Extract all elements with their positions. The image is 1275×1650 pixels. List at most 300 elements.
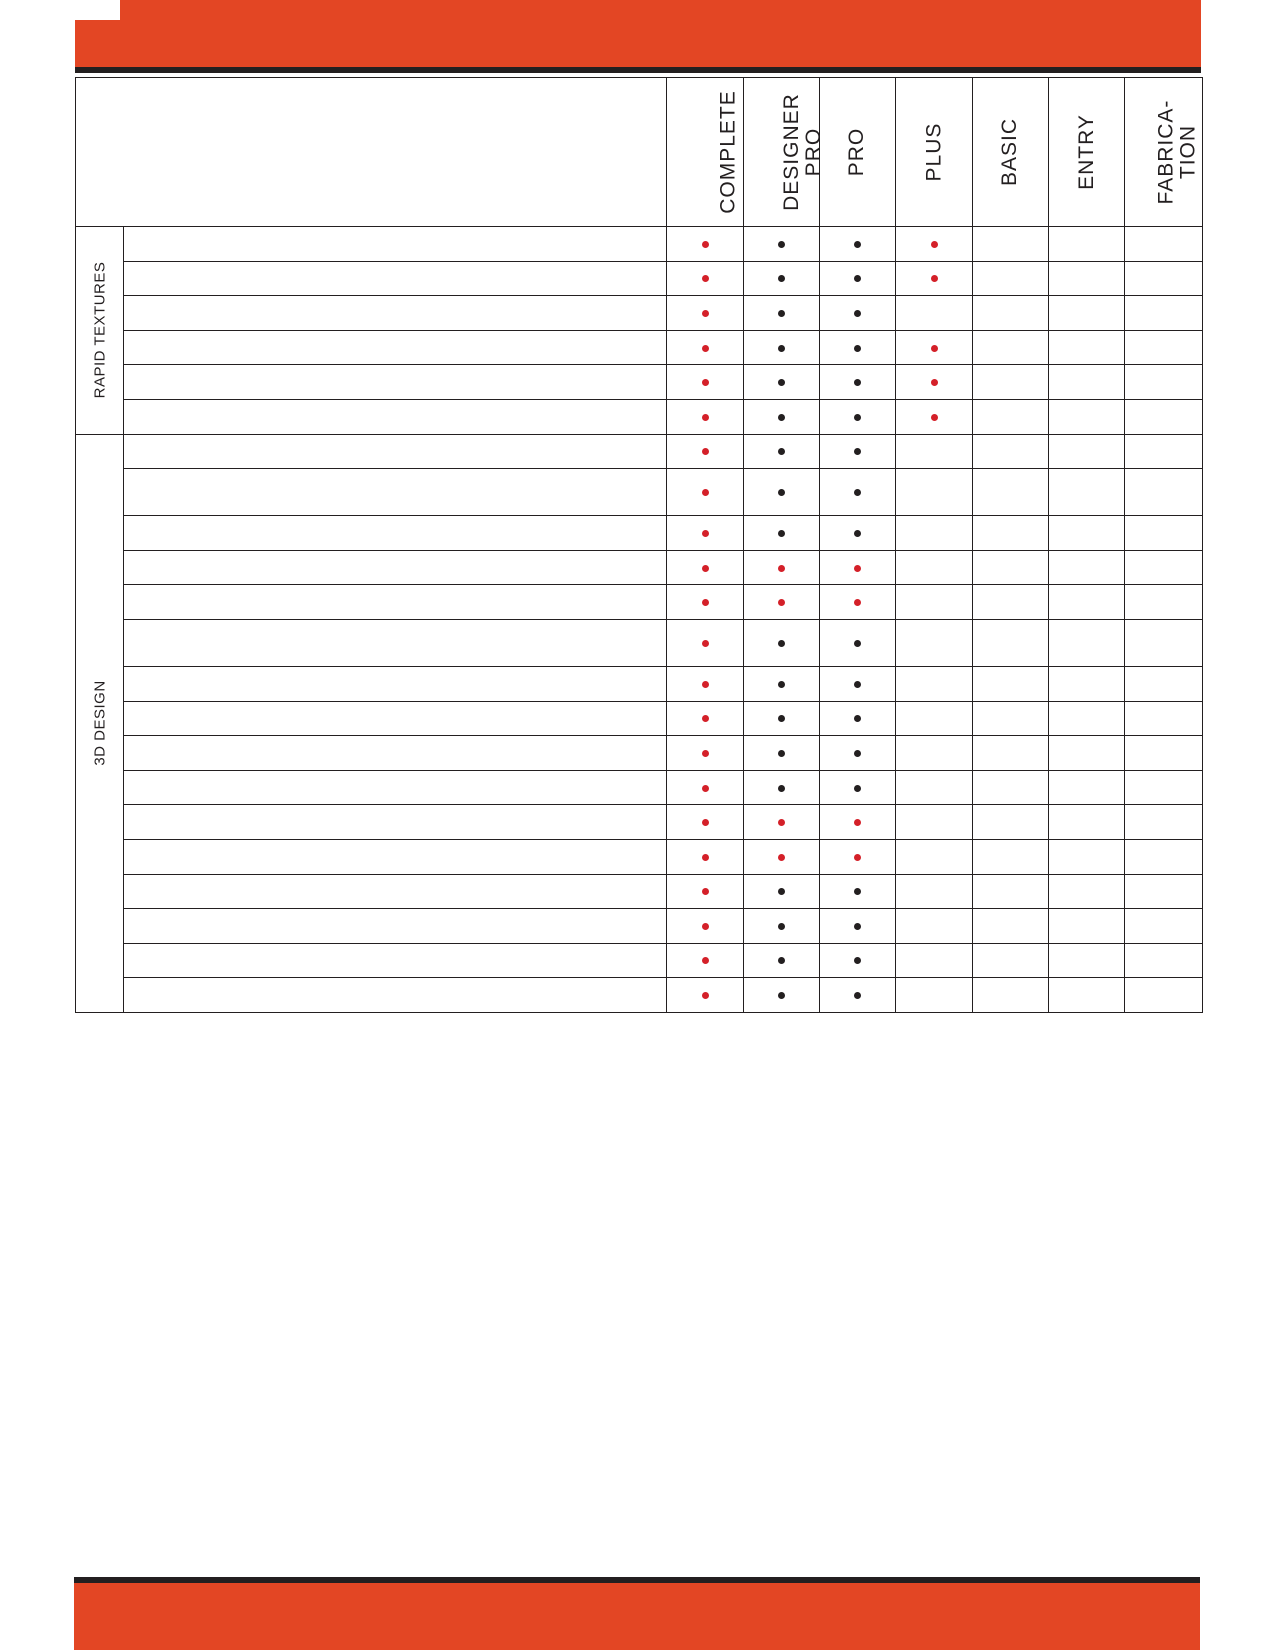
bullet-dot-icon bbox=[778, 681, 785, 688]
bullet-dot-icon bbox=[778, 310, 785, 317]
cell-pro bbox=[820, 736, 896, 771]
column-header-basic bbox=[973, 78, 1049, 227]
feature-name-cell bbox=[124, 434, 667, 469]
cell-basic bbox=[973, 330, 1049, 365]
cell-designer_pro bbox=[744, 261, 820, 296]
cell-entry bbox=[1049, 365, 1125, 400]
bullet-dot-icon bbox=[778, 957, 785, 964]
bullet-dot-icon bbox=[854, 992, 861, 999]
cell-pro bbox=[820, 227, 896, 262]
bullet-dot-icon bbox=[702, 599, 709, 606]
header-corner-cell bbox=[76, 78, 667, 227]
cell-complete bbox=[667, 516, 744, 551]
table-row bbox=[76, 701, 1203, 736]
cell-basic bbox=[973, 296, 1049, 331]
feature-name-cell bbox=[124, 805, 667, 840]
cell-entry bbox=[1049, 943, 1125, 978]
bullet-dot-icon bbox=[854, 345, 861, 352]
feature-name-cell bbox=[124, 516, 667, 551]
cell-complete bbox=[667, 909, 744, 944]
cell-fabrication bbox=[1125, 296, 1203, 331]
column-header-plus bbox=[896, 78, 973, 227]
cell-complete bbox=[667, 805, 744, 840]
bullet-dot-icon bbox=[854, 310, 861, 317]
cell-designer_pro bbox=[744, 701, 820, 736]
cell-entry bbox=[1049, 770, 1125, 805]
cell-entry bbox=[1049, 399, 1125, 434]
column-header-label bbox=[999, 118, 1021, 186]
table-row bbox=[76, 666, 1203, 701]
cell-designer_pro bbox=[744, 330, 820, 365]
table-row bbox=[76, 619, 1203, 666]
table-row bbox=[76, 978, 1203, 1013]
cell-plus bbox=[896, 585, 973, 620]
feature-name-cell bbox=[124, 261, 667, 296]
bullet-dot-icon bbox=[702, 640, 709, 647]
bullet-dot-icon bbox=[931, 379, 938, 386]
bullet-dot-icon bbox=[778, 785, 785, 792]
bullet-dot-icon bbox=[702, 957, 709, 964]
cell-basic bbox=[973, 619, 1049, 666]
header-row bbox=[76, 78, 1203, 227]
cell-plus bbox=[896, 261, 973, 296]
bullet-dot-icon bbox=[854, 599, 861, 606]
cell-fabrication bbox=[1125, 227, 1203, 262]
column-header-label bbox=[1076, 114, 1098, 190]
cell-basic bbox=[973, 839, 1049, 874]
bullet-dot-icon bbox=[778, 530, 785, 537]
cell-entry bbox=[1049, 434, 1125, 469]
column-header-label bbox=[781, 93, 825, 211]
cell-basic bbox=[973, 909, 1049, 944]
bullet-dot-icon bbox=[778, 345, 785, 352]
cell-plus bbox=[896, 516, 973, 551]
cell-designer_pro bbox=[744, 805, 820, 840]
cell-fabrication bbox=[1125, 805, 1203, 840]
cell-pro bbox=[820, 365, 896, 400]
top-banner bbox=[75, 0, 1201, 68]
cell-pro bbox=[820, 943, 896, 978]
cell-pro bbox=[820, 399, 896, 434]
table-row bbox=[76, 516, 1203, 551]
bullet-dot-icon bbox=[931, 414, 938, 421]
cell-basic bbox=[973, 585, 1049, 620]
table-row bbox=[76, 805, 1203, 840]
feature-name-cell bbox=[124, 839, 667, 874]
bullet-dot-icon bbox=[778, 923, 785, 930]
cell-fabrication bbox=[1125, 619, 1203, 666]
cell-pro bbox=[820, 909, 896, 944]
cell-designer_pro bbox=[744, 516, 820, 551]
column-header-complete bbox=[667, 78, 744, 227]
feature-name-cell bbox=[124, 469, 667, 516]
bullet-dot-icon bbox=[931, 275, 938, 282]
column-header-line: PRO bbox=[845, 127, 869, 177]
top-rule bbox=[75, 67, 1201, 73]
table-row bbox=[76, 399, 1203, 434]
feature-name-cell bbox=[124, 701, 667, 736]
section-cell bbox=[76, 227, 124, 435]
cell-plus bbox=[896, 805, 973, 840]
bullet-dot-icon bbox=[854, 640, 861, 647]
column-header-fabrication bbox=[1125, 78, 1203, 227]
cell-plus bbox=[896, 550, 973, 585]
column-header-line: PRO bbox=[801, 127, 825, 177]
cell-designer_pro bbox=[744, 770, 820, 805]
cell-plus bbox=[896, 399, 973, 434]
bullet-dot-icon bbox=[778, 640, 785, 647]
table-row bbox=[76, 736, 1203, 771]
bullet-dot-icon bbox=[702, 241, 709, 248]
column-header-line: COMPLETE bbox=[716, 90, 740, 214]
feature-matrix-table bbox=[75, 77, 1203, 1013]
cell-fabrication bbox=[1125, 585, 1203, 620]
bullet-dot-icon bbox=[702, 448, 709, 455]
cell-entry bbox=[1049, 666, 1125, 701]
cell-plus bbox=[896, 909, 973, 944]
bullet-dot-icon bbox=[702, 992, 709, 999]
section-cell bbox=[76, 434, 124, 1012]
cell-plus bbox=[896, 978, 973, 1013]
cell-pro bbox=[820, 434, 896, 469]
cell-entry bbox=[1049, 550, 1125, 585]
bullet-dot-icon bbox=[778, 489, 785, 496]
feature-name-cell bbox=[124, 550, 667, 585]
cell-basic bbox=[973, 770, 1049, 805]
cell-designer_pro bbox=[744, 736, 820, 771]
cell-designer_pro bbox=[744, 619, 820, 666]
cell-plus bbox=[896, 736, 973, 771]
cell-pro bbox=[820, 516, 896, 551]
table-row bbox=[76, 839, 1203, 874]
cell-basic bbox=[973, 805, 1049, 840]
cell-fabrication bbox=[1125, 701, 1203, 736]
column-header-label bbox=[846, 128, 868, 177]
cell-basic bbox=[973, 874, 1049, 909]
cell-designer_pro bbox=[744, 469, 820, 516]
table-row bbox=[76, 296, 1203, 331]
bullet-dot-icon bbox=[778, 379, 785, 386]
cell-basic bbox=[973, 516, 1049, 551]
cell-complete bbox=[667, 296, 744, 331]
cell-pro bbox=[820, 585, 896, 620]
column-header-label bbox=[718, 90, 740, 214]
top-banner-notch bbox=[75, 0, 120, 20]
cell-plus bbox=[896, 666, 973, 701]
cell-basic bbox=[973, 943, 1049, 978]
table-row bbox=[76, 261, 1203, 296]
cell-entry bbox=[1049, 227, 1125, 262]
bullet-dot-icon bbox=[854, 565, 861, 572]
cell-pro bbox=[820, 874, 896, 909]
cell-basic bbox=[973, 736, 1049, 771]
cell-pro bbox=[820, 666, 896, 701]
column-header-label bbox=[1155, 100, 1199, 205]
table-row bbox=[76, 227, 1203, 262]
cell-basic bbox=[973, 550, 1049, 585]
cell-basic bbox=[973, 701, 1049, 736]
cell-entry bbox=[1049, 516, 1125, 551]
cell-pro bbox=[820, 261, 896, 296]
column-header-line: ENTRY bbox=[1074, 114, 1098, 190]
cell-entry bbox=[1049, 805, 1125, 840]
cell-fabrication bbox=[1125, 839, 1203, 874]
cell-basic bbox=[973, 666, 1049, 701]
cell-fabrication bbox=[1125, 469, 1203, 516]
cell-pro bbox=[820, 296, 896, 331]
cell-designer_pro bbox=[744, 227, 820, 262]
cell-basic bbox=[973, 978, 1049, 1013]
table-row bbox=[76, 585, 1203, 620]
cell-plus bbox=[896, 330, 973, 365]
cell-fabrication bbox=[1125, 978, 1203, 1013]
bullet-dot-icon bbox=[854, 888, 861, 895]
bullet-dot-icon bbox=[854, 448, 861, 455]
cell-fabrication bbox=[1125, 330, 1203, 365]
cell-complete bbox=[667, 585, 744, 620]
cell-entry bbox=[1049, 978, 1125, 1013]
bullet-dot-icon bbox=[702, 854, 709, 861]
bullet-dot-icon bbox=[778, 414, 785, 421]
cell-entry bbox=[1049, 701, 1125, 736]
cell-complete bbox=[667, 365, 744, 400]
cell-fabrication bbox=[1125, 365, 1203, 400]
cell-entry bbox=[1049, 585, 1125, 620]
cell-pro bbox=[820, 770, 896, 805]
cell-fabrication bbox=[1125, 909, 1203, 944]
column-header-line: FABRICA- bbox=[1154, 99, 1178, 205]
cell-entry bbox=[1049, 469, 1125, 516]
cell-designer_pro bbox=[744, 296, 820, 331]
column-header-entry bbox=[1049, 78, 1125, 227]
cell-pro bbox=[820, 619, 896, 666]
cell-basic bbox=[973, 434, 1049, 469]
cell-pro bbox=[820, 701, 896, 736]
bullet-dot-icon bbox=[778, 599, 785, 606]
cell-entry bbox=[1049, 261, 1125, 296]
cell-entry bbox=[1049, 619, 1125, 666]
feature-name-cell bbox=[124, 330, 667, 365]
feature-name-cell bbox=[124, 978, 667, 1013]
cell-basic bbox=[973, 365, 1049, 400]
cell-basic bbox=[973, 261, 1049, 296]
cell-entry bbox=[1049, 296, 1125, 331]
bullet-dot-icon bbox=[854, 379, 861, 386]
cell-basic bbox=[973, 469, 1049, 516]
cell-entry bbox=[1049, 330, 1125, 365]
cell-designer_pro bbox=[744, 909, 820, 944]
feature-name-cell bbox=[124, 619, 667, 666]
cell-fabrication bbox=[1125, 874, 1203, 909]
bullet-dot-icon bbox=[854, 275, 861, 282]
cell-complete bbox=[667, 839, 744, 874]
cell-designer_pro bbox=[744, 585, 820, 620]
bullet-dot-icon bbox=[854, 681, 861, 688]
cell-fabrication bbox=[1125, 261, 1203, 296]
cell-complete bbox=[667, 736, 744, 771]
cell-complete bbox=[667, 469, 744, 516]
bullet-dot-icon bbox=[702, 785, 709, 792]
feature-name-cell bbox=[124, 666, 667, 701]
cell-complete bbox=[667, 330, 744, 365]
table-row bbox=[76, 874, 1203, 909]
cell-fabrication bbox=[1125, 516, 1203, 551]
bullet-dot-icon bbox=[778, 565, 785, 572]
cell-plus bbox=[896, 874, 973, 909]
column-header-label bbox=[923, 123, 945, 182]
cell-complete bbox=[667, 227, 744, 262]
cell-fabrication bbox=[1125, 770, 1203, 805]
cell-fabrication bbox=[1125, 399, 1203, 434]
bullet-dot-icon bbox=[854, 715, 861, 722]
table-row bbox=[76, 365, 1203, 400]
cell-designer_pro bbox=[744, 874, 820, 909]
feature-name-cell bbox=[124, 736, 667, 771]
cell-complete bbox=[667, 874, 744, 909]
bullet-dot-icon bbox=[778, 888, 785, 895]
bullet-dot-icon bbox=[702, 489, 709, 496]
column-header-line: DESIGNER bbox=[779, 93, 803, 211]
bullet-dot-icon bbox=[854, 854, 861, 861]
bullet-dot-icon bbox=[854, 489, 861, 496]
cell-complete bbox=[667, 261, 744, 296]
bullet-dot-icon bbox=[778, 750, 785, 757]
section-label: 3D DESIGN bbox=[91, 680, 108, 766]
cell-pro bbox=[820, 978, 896, 1013]
bullet-dot-icon bbox=[702, 923, 709, 930]
bullet-dot-icon bbox=[778, 819, 785, 826]
cell-designer_pro bbox=[744, 434, 820, 469]
bullet-dot-icon bbox=[778, 992, 785, 999]
matrix-body bbox=[76, 227, 1203, 1013]
cell-plus bbox=[896, 227, 973, 262]
cell-plus bbox=[896, 701, 973, 736]
feature-name-cell bbox=[124, 399, 667, 434]
table-row bbox=[76, 550, 1203, 585]
cell-pro bbox=[820, 550, 896, 585]
bullet-dot-icon bbox=[702, 345, 709, 352]
cell-plus bbox=[896, 469, 973, 516]
bullet-dot-icon bbox=[702, 565, 709, 572]
cell-pro bbox=[820, 469, 896, 516]
bullet-dot-icon bbox=[778, 448, 785, 455]
cell-plus bbox=[896, 943, 973, 978]
feature-name-cell bbox=[124, 770, 667, 805]
cell-fabrication bbox=[1125, 943, 1203, 978]
cell-entry bbox=[1049, 839, 1125, 874]
bullet-dot-icon bbox=[702, 275, 709, 282]
bullet-dot-icon bbox=[854, 957, 861, 964]
feature-name-cell bbox=[124, 585, 667, 620]
cell-designer_pro bbox=[744, 978, 820, 1013]
cell-fabrication bbox=[1125, 736, 1203, 771]
cell-complete bbox=[667, 550, 744, 585]
bullet-dot-icon bbox=[702, 819, 709, 826]
cell-entry bbox=[1049, 736, 1125, 771]
cell-plus bbox=[896, 839, 973, 874]
cell-plus bbox=[896, 365, 973, 400]
bullet-dot-icon bbox=[702, 379, 709, 386]
feature-name-cell bbox=[124, 296, 667, 331]
cell-plus bbox=[896, 434, 973, 469]
cell-complete bbox=[667, 770, 744, 805]
cell-fabrication bbox=[1125, 550, 1203, 585]
cell-complete bbox=[667, 434, 744, 469]
bullet-dot-icon bbox=[702, 888, 709, 895]
bullet-dot-icon bbox=[778, 715, 785, 722]
cell-designer_pro bbox=[744, 666, 820, 701]
table-row bbox=[76, 770, 1203, 805]
table-row bbox=[76, 330, 1203, 365]
cell-designer_pro bbox=[744, 365, 820, 400]
feature-name-cell bbox=[124, 365, 667, 400]
column-header-designer_pro bbox=[744, 78, 825, 227]
cell-complete bbox=[667, 943, 744, 978]
bullet-dot-icon bbox=[778, 241, 785, 248]
feature-name-cell bbox=[124, 909, 667, 944]
bullet-dot-icon bbox=[854, 819, 861, 826]
column-header-line: PLUS bbox=[921, 122, 945, 182]
feature-name-cell bbox=[124, 227, 667, 262]
bullet-dot-icon bbox=[854, 750, 861, 757]
cell-fabrication bbox=[1125, 434, 1203, 469]
bullet-dot-icon bbox=[702, 414, 709, 421]
bullet-dot-icon bbox=[702, 310, 709, 317]
table-row bbox=[76, 434, 1203, 469]
feature-name-cell bbox=[124, 874, 667, 909]
cell-pro bbox=[820, 839, 896, 874]
cell-basic bbox=[973, 227, 1049, 262]
bullet-dot-icon bbox=[702, 750, 709, 757]
column-header-line: BASIC bbox=[998, 117, 1022, 187]
cell-designer_pro bbox=[744, 839, 820, 874]
bullet-dot-icon bbox=[854, 923, 861, 930]
bullet-dot-icon bbox=[854, 785, 861, 792]
feature-name-cell bbox=[124, 943, 667, 978]
section-label: RAPID TEXTURES bbox=[91, 261, 108, 399]
cell-pro bbox=[820, 330, 896, 365]
cell-plus bbox=[896, 619, 973, 666]
column-header-line: TION bbox=[1176, 124, 1200, 180]
bottom-banner bbox=[74, 1583, 1200, 1650]
cell-entry bbox=[1049, 909, 1125, 944]
cell-complete bbox=[667, 701, 744, 736]
cell-complete bbox=[667, 978, 744, 1013]
cell-complete bbox=[667, 619, 744, 666]
column-header-pro bbox=[820, 78, 896, 227]
table-row bbox=[76, 943, 1203, 978]
cell-designer_pro bbox=[744, 399, 820, 434]
bullet-dot-icon bbox=[931, 345, 938, 352]
cell-designer_pro bbox=[744, 550, 820, 585]
bullet-dot-icon bbox=[778, 275, 785, 282]
bullet-dot-icon bbox=[702, 681, 709, 688]
bullet-dot-icon bbox=[702, 530, 709, 537]
cell-plus bbox=[896, 770, 973, 805]
cell-complete bbox=[667, 666, 744, 701]
bullet-dot-icon bbox=[702, 715, 709, 722]
cell-basic bbox=[973, 399, 1049, 434]
bullet-dot-icon bbox=[854, 530, 861, 537]
table-row bbox=[76, 909, 1203, 944]
cell-entry bbox=[1049, 874, 1125, 909]
cell-plus bbox=[896, 296, 973, 331]
bullet-dot-icon bbox=[931, 241, 938, 248]
bullet-dot-icon bbox=[778, 854, 785, 861]
cell-complete bbox=[667, 399, 744, 434]
bullet-dot-icon bbox=[854, 414, 861, 421]
cell-fabrication bbox=[1125, 666, 1203, 701]
